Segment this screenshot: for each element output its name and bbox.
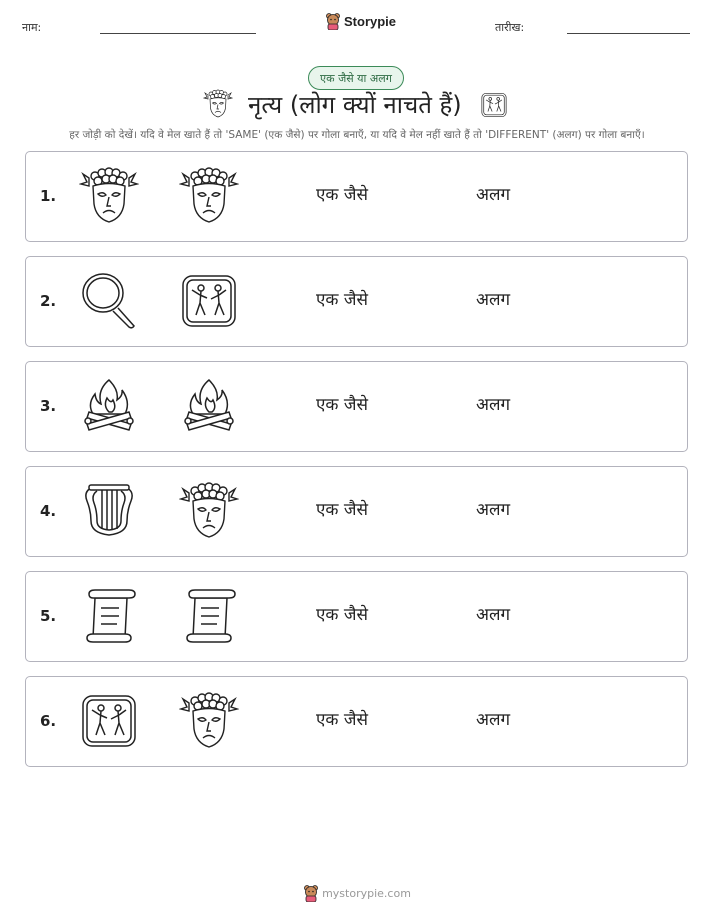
different-option[interactable]: अलग (476, 185, 511, 205)
question-number: 3. (40, 397, 57, 415)
scroll-icon (79, 586, 139, 646)
date-label: तारीख: (495, 21, 525, 34)
bear-mascot-icon (325, 12, 341, 30)
question-row (25, 466, 688, 557)
question-number: 6. (40, 712, 57, 730)
different-option[interactable]: अलग (476, 395, 511, 415)
scroll-icon (179, 586, 239, 646)
question-row (25, 151, 688, 242)
dancers-tile-icon (179, 271, 239, 331)
page-title: नृत्य (लोग क्यों नाचते हैं) (248, 91, 462, 119)
instructions: हर जोड़ी को देखें। यदि वे मेल खाते हैं तो 'SAME' (एक जैसे) पर गोला बनाएँ, या यदि वे मेल नहीं खाते हैं तो 'DIFFERENT' (अलग) पर गोला बनाएँ। (69, 129, 645, 141)
tambourine-icon (79, 271, 139, 331)
same-option[interactable]: एक जैसे (316, 605, 368, 625)
campfire-icon (179, 376, 239, 436)
brand-logo (325, 12, 396, 30)
footer (0, 884, 714, 902)
title-row (0, 86, 714, 126)
worksheet-type-badge: एक जैसे या अलग (308, 66, 404, 90)
mask-icon (179, 691, 239, 751)
same-option[interactable]: एक जैसे (316, 290, 368, 310)
mask-icon (203, 89, 233, 119)
same-option[interactable]: एक जैसे (316, 395, 368, 415)
question-number: 1. (40, 187, 57, 205)
question-number: 2. (40, 292, 57, 310)
name-line[interactable] (100, 33, 256, 34)
campfire-icon (79, 376, 139, 436)
name-label: नाम: (22, 21, 42, 34)
brand-name: Storypie (344, 13, 397, 29)
mask-icon (179, 166, 239, 226)
bear-mascot-icon (303, 884, 319, 902)
different-option[interactable]: अलग (476, 290, 511, 310)
question-number: 5. (40, 607, 57, 625)
dancers-tile-icon (79, 691, 139, 751)
footer-site: mystorypie.com (322, 886, 411, 900)
dancers-tile-icon (480, 91, 508, 119)
different-option[interactable]: अलग (476, 605, 511, 625)
question-number: 4. (40, 502, 57, 520)
question-row (25, 676, 688, 767)
same-option[interactable]: एक जैसे (316, 185, 368, 205)
same-option[interactable]: एक जैसे (316, 710, 368, 730)
worksheet-header (0, 0, 714, 50)
different-option[interactable]: अलग (476, 500, 511, 520)
date-line[interactable] (567, 33, 690, 34)
question-row (25, 361, 688, 452)
question-row (25, 571, 688, 662)
different-option[interactable]: अलग (476, 710, 511, 730)
question-row (25, 256, 688, 347)
same-option[interactable]: एक जैसे (316, 500, 368, 520)
mask-icon (79, 166, 139, 226)
mask-icon (179, 481, 239, 541)
lyre-icon (79, 481, 139, 541)
